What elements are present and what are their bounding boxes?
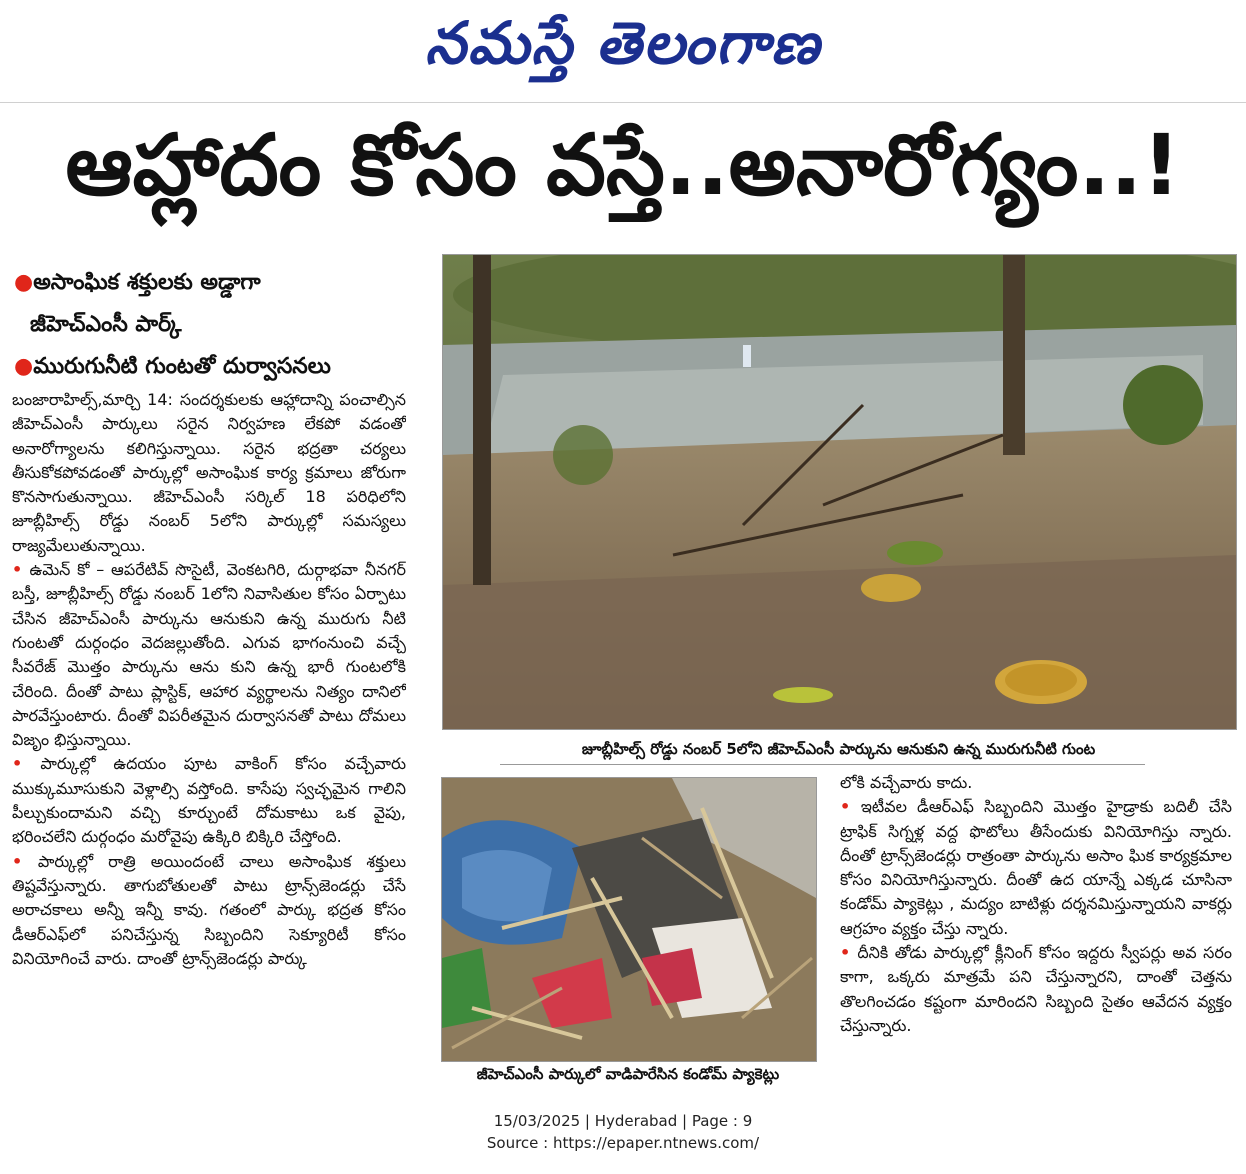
article-column-3 — [840, 771, 1232, 1101]
headline: ఆహ్లాదం కోసం వస్తే..అనారోగ్యం..! — [65, 115, 1181, 214]
subhead-1-line1: అసాంఘిక శక్తులకు అడ్డాగా — [33, 270, 261, 295]
bullet-dot: • — [12, 851, 38, 871]
paragraph: • పార్కుల్లో ఉదయం పూట వాకింగ్ కోసం వచ్చేవారు ముక్కుమూసుకుని వెళ్లాల్సి వస్తోంది. కాసేపు స్వచ్ఛమైన గాలిని పీల్చుకుందామని వచ్చి కూర్చుంటే దోమకాటు ఒక వైపు, భరించలేని దుర్గంధం మరోవైపు ఉక్కిరి బిక్కిరి చేస్తోంది. — [12, 754, 406, 847]
masthead-divider — [0, 102, 1246, 103]
paragraph: లోకి వచ్చేవారు కాదు. — [840, 773, 973, 792]
footer-dateline: 15/03/2025 | Hyderabad | Page : 9 — [493, 1112, 753, 1130]
bullet-dot: • — [840, 797, 861, 817]
paragraph: బంజారాహిల్స్,మార్చి 14: సందర్శకులకు ఆహ్లాదాన్ని పంచాల్సిన జీహెచ్ఎంసీ పార్కులు సరైన నిర్వహణ లేకపో వడంతో అనారోగ్యాలను కలిగిస్తున్నాయి. సరైన భద్రతా చర్యలు తీసుకోకపోవడంతో పార్కుల్లో అసాంఘిక కార్య క్రమాలు జోరుగా కొనసాగుతున్నాయి. జీహెచ్ఎంసీ సర్కిల్ 18 పరిధిలోని జూబ్లీహిల్స్ రోడ్డు నంబర్ 5లోని పార్కుల్లో సమస్యలు రాజ్యమేలుతున్నాయి. — [12, 390, 406, 555]
paragraph: • ఉమెన్ కో – ఆపరేటివ్ సొసైటీ, వెంకటగిరి, దుర్గాభవా నీనగర్ బస్తీ, జూబ్లీహిల్స్ రోడ్డు నంబర్ 1లోని నివాసితుల కోసం ఏర్పాటు చేసిన జీహెచ్ఎంసీ పార్కును ఆనుకుని ఉన్న మురుగు నీటి గుంటతో దుర్గంధం వెదజల్లుతోంది. ఎగువ భాగంనుంచి వచ్చే సీవరేజ్ మొత్తం పార్కును ఆను కుని ఉన్న భారీ గుంటలోకి చేరింది. దీంతో పాటు ప్లాస్టిక్, ఆహార వ్యర్థాలను నిత్యం దానిలో పారవేస్తుంటారు. దీంతో విపరీతమైన దుర్వాసనతో పాటు దోమలు విజృం భిస్తున్నాయి. — [12, 560, 406, 750]
masthead-logo: నమస్తే తెలంగాణ — [425, 8, 821, 77]
litter-photo — [441, 777, 817, 1062]
pond-photo-image — [443, 255, 1236, 729]
paragraph: • పార్కుల్లో రాత్రి అయిందంటే చాలు అసాంఘిక శక్తులు తిష్టవేస్తున్నారు. తాగుబోతులతో పాటు ట్రాన్స్‌జెండర్లు చేసే అరాచకాలు అన్నీ ఇన్నీ కావు. గతంలో పార్కు భద్రత కోసం డీఆర్ఎఫ్‌లో పనిచేస్తున్న సిబ్బందిని సెక్యూరిటీ కోసం వినియోగించే వారు. దాంతో ట్రాన్స్‌జెండర్లు పార్కు — [12, 851, 406, 968]
litter-photo-caption: జీహెచ్ఎంసీ పార్కులో వాడిపారేసిన కండోమ్ ప్యాకెట్లు — [476, 1065, 780, 1083]
litter-photo-image — [442, 778, 816, 1061]
subhead-2 — [14, 350, 331, 384]
subhead-1-line2: జీహెచ్ఎంసీ పార్క్ — [30, 312, 182, 337]
subhead-1 — [14, 266, 261, 300]
masthead — [0, 0, 1246, 100]
bullet-dot: • — [840, 943, 858, 963]
bullet-dot: • — [12, 560, 30, 580]
pond-photo-caption: జూబ్లీహిల్స్ రోడ్డు నంబర్ 5లోని జీహెచ్ఎంసీ పార్కును ఆనుకుని ఉన్న మురుగునీటి గుంట — [581, 740, 1096, 758]
bullet-dot: ● — [14, 354, 34, 379]
bullet-dot: ● — [14, 270, 34, 295]
subhead-2-line1: మురుగునీటి గుంటతో దుర్వాసనలు — [33, 354, 331, 379]
article-column-1 — [12, 388, 406, 1108]
pond-photo — [442, 254, 1237, 730]
paragraph: • దీనికి తోడు పార్కుల్లో క్లీనింగ్ కోసం ఇద్దరు స్వీపర్లు అవ సరం కాగా, ఒక్కరు మాత్రమే పని చేస్తున్నారని, దాంతో చెత్తను తొలగించడం కష్టంగా మారిందని సిబ్బంది సైతం ఆవేదన వ్యక్తం చేస్తున్నారు. — [840, 943, 1232, 1035]
footer-source: Source : https://epaper.ntnews.com/ — [486, 1134, 760, 1152]
paragraph: • ఇటీవల డీఆర్ఎఫ్ సిబ్బందిని మొత్తం హైడ్రాకు బదిలీ చేసి ట్రాఫిక్ సిగ్నళ్ల వద్ద ఫొటోలు తీసేందుకు వినియోగిస్తు న్నారు. దీంతో ట్రాన్స్‌జెండర్లు రాత్రంతా పార్కును అసాం ఘిక కార్యక్రమాల కోసం వినియోగిస్తున్నారు. దీంతో ఉద యాన్నే ఎక్కడ చూసినా కండోమ్ ప్యాకెట్లు , మద్యం బాటిళ్లు దర్శనమిస్తున్నాయని వాకర్లు ఆగ్రహం వ్యక్తం చేస్తు న్నారు. — [840, 797, 1232, 938]
bullet-dot: • — [12, 754, 41, 774]
subhead-1b — [30, 308, 182, 342]
caption-underline — [500, 764, 1145, 765]
